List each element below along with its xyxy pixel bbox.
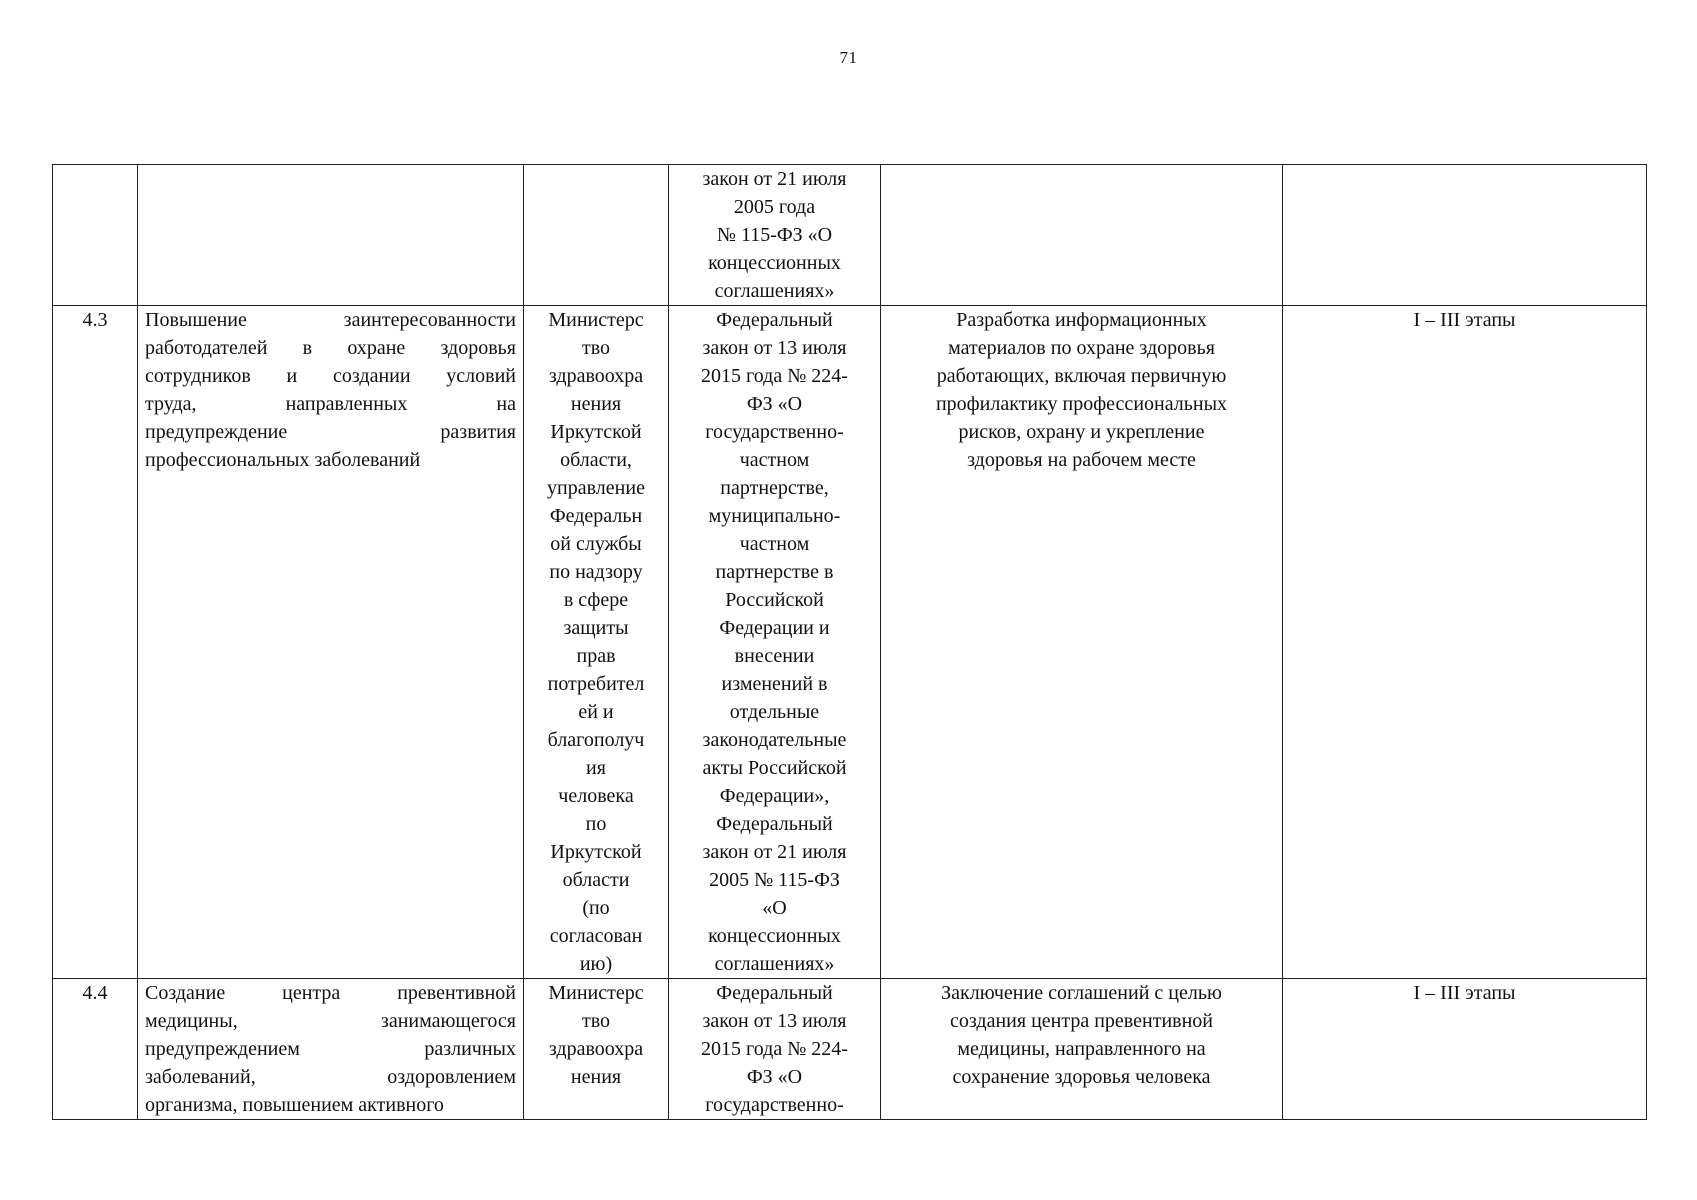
measure-title-line: медицины, занимающегося <box>145 1010 516 1032</box>
legal-basis-text: закон от 21 июля 2005 года № 115-ФЗ «О концессионных соглашениях» <box>702 168 847 302</box>
measure-title <box>145 306 516 474</box>
expected-result-cell <box>881 979 1283 1120</box>
term-cell <box>1283 306 1647 979</box>
expected-result-cell <box>881 165 1283 306</box>
table-row <box>53 979 1647 1120</box>
legal-basis-cell <box>669 979 881 1120</box>
measure-title-line: организма, повышением активного <box>145 1094 444 1116</box>
table-row <box>53 306 1647 979</box>
table-row <box>53 165 1647 306</box>
responsible-cell <box>524 165 669 306</box>
page-number: 71 <box>839 48 858 67</box>
responsible-text: Министерс тво здравоохра нения <box>548 982 644 1088</box>
expected-result-text: Разработка информационных материалов по охране здоровья работающих, включая первичную профилактику профессиональных рисков, охрану и укрепление здоровья на рабочем месте <box>935 309 1228 471</box>
legal-basis-text: Федеральный закон от 13 июля 2015 года № 224- ФЗ «О государственно- <box>701 982 848 1116</box>
measure-title-line: Повышение заинтересованности <box>145 309 516 331</box>
measure-title-line: сотрудников и создании условий <box>145 365 516 387</box>
row-number-cell: 4.4 <box>53 979 138 1120</box>
measure-title-line: профессиональных заболеваний <box>145 449 421 471</box>
measure-title-cell <box>138 306 524 979</box>
term-text: I – III этапы <box>1413 982 1516 1004</box>
legal-basis-cell <box>669 306 881 979</box>
measures-table <box>52 164 1647 1120</box>
measure-title-line: Создание центра превентивной <box>145 982 516 1004</box>
responsible-text: Министерс тво здравоохра нения Иркутской области, управление Федеральн ой службы по надзору в сфере защиты прав потребител ей и благополуч ия человека по Иркутской области (по согласован ию) <box>547 309 645 975</box>
expected-result-cell <box>881 306 1283 979</box>
measure-title-line: труда, направленных на <box>145 393 516 415</box>
measure-title-line: предупреждение развития <box>145 421 516 443</box>
term-cell <box>1283 979 1647 1120</box>
measure-title-line: заболеваний, оздоровлением <box>145 1066 516 1088</box>
term-text: I – III этапы <box>1413 309 1516 331</box>
measure-title-cell <box>138 979 524 1120</box>
legal-basis-cell <box>669 165 881 306</box>
measure-title-line: работодателей в охране здоровья <box>145 337 516 359</box>
term-cell <box>1283 165 1647 306</box>
legal-basis-text: Федеральный закон от 13 июля 2015 года № 224- ФЗ «О государственно- частном партнерстве, муниципально- частном партнерстве в Российской Федерации и внесении изменений в отдельные законодательные акты Российской Федерации», Федеральный закон от 21 июля 2005 № 115-ФЗ «О концессионных соглашениях» <box>701 309 848 975</box>
expected-result-text: Заключение соглашений с целью создания центра превентивной медицины, направленного на сохранение здоровья человека <box>941 982 1222 1088</box>
row-number-cell: 4.3 <box>53 306 138 979</box>
responsible-cell <box>524 306 669 979</box>
measure-title-cell <box>138 165 524 306</box>
row-number-cell <box>53 165 138 306</box>
responsible-cell <box>524 979 669 1120</box>
measure-title <box>145 979 516 1119</box>
measure-title-line: предупреждением различных <box>145 1038 516 1060</box>
